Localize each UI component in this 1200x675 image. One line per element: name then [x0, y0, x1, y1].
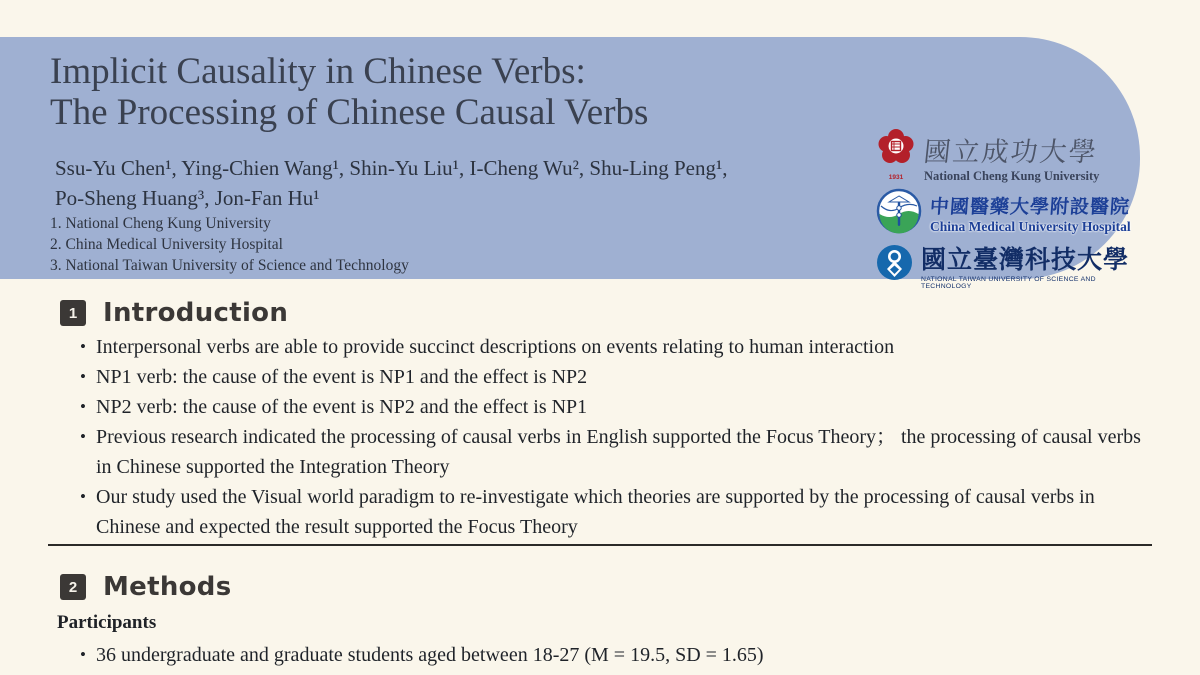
- cmuh-logo: [876, 188, 1131, 239]
- methods-section-header: [60, 572, 232, 602]
- svg-text:1931: 1931: [888, 174, 904, 181]
- ncku-plum-blossom-icon: [876, 126, 916, 187]
- cmuh-caduceus-icon: [876, 188, 922, 239]
- title-line-2: The Processing of Chinese Causal Verbs: [50, 92, 649, 133]
- affiliation-list: [50, 213, 409, 276]
- intro-bullet-1: • Interpersonal verbs are able to provide succinct descriptions on events relating to human interaction: [80, 332, 1142, 362]
- methods-bullet-list: [80, 640, 1142, 670]
- intro-section-title: Introduction: [103, 298, 289, 328]
- intro-bullet-4: • Previous research indicated the processing of causal verbs in English supported the Focus Theory； the processing of causal verbs in Chinese supported the Integration Theory: [80, 422, 1142, 482]
- intro-bullet-3: • NP2 verb: the cause of the event is NP2 and the effect is NP1: [80, 392, 1142, 422]
- header-panel: [0, 37, 1140, 290]
- affiliation-3: 3. National Taiwan University of Science and Technology: [50, 257, 409, 274]
- cmuh-name-en: China Medical University Hospital: [930, 219, 1131, 234]
- methods-section-number-badge: 2: [60, 574, 86, 600]
- title-line-1: Implicit Causality in Chinese Verbs:: [50, 51, 586, 92]
- authors-line-2: Po-Sheng Huang³, Jon-Fan Hu¹: [55, 186, 320, 210]
- section-divider: [48, 544, 1152, 546]
- affiliation-1: 1. National Cheng Kung University: [50, 215, 271, 232]
- authors-line-1: Ssu-Yu Chen¹, Ying-Chien Wang¹, Shin-Yu Liu¹, I-Cheng Wu², Shu-Ling Peng¹,: [55, 156, 728, 180]
- intro-section-number-badge: 1: [60, 300, 86, 326]
- intro-section-header: [60, 298, 288, 328]
- poster-title: [50, 51, 648, 133]
- ncku-logo-text: [924, 130, 1099, 184]
- methods-section-title: Methods: [103, 572, 232, 602]
- ntust-logo: [876, 240, 1140, 290]
- author-list: [55, 153, 728, 213]
- intro-bullet-5: • Our study used the Visual world paradigm to re-investigate which theories are supported by the processing of causal verbs in Chinese and expected the result supported the Focus Theory: [80, 482, 1142, 542]
- ncku-name-zh: 國立成功大學: [922, 136, 1100, 167]
- ntust-name-zh: 國立臺灣科技大學: [921, 245, 1130, 274]
- ntust-emblem-icon: [876, 244, 913, 286]
- methods-bullet-1: • 36 undergraduate and graduate students aged between 18-27 (M = 19.5, SD = 1.65): [80, 640, 1142, 670]
- cmuh-name-zh: 中國醫藥大學附設醫院: [929, 197, 1131, 218]
- ntust-logo-text: [921, 240, 1140, 290]
- ncku-name-en: National Cheng Kung University: [924, 168, 1100, 183]
- cmuh-logo-text: [930, 192, 1131, 235]
- affiliation-2: 2. China Medical University Hospital: [50, 236, 283, 253]
- ntust-name-en: NATIONAL TAIWAN UNIVERSITY OF SCIENCE AND TECHNOLOGY: [921, 276, 1096, 290]
- participants-subheading: Participants: [57, 612, 157, 633]
- intro-bullet-list: [80, 332, 1142, 542]
- ncku-logo: [876, 126, 1099, 187]
- intro-bullet-2: • NP1 verb: the cause of the event is NP1 and the effect is NP2: [80, 362, 1142, 392]
